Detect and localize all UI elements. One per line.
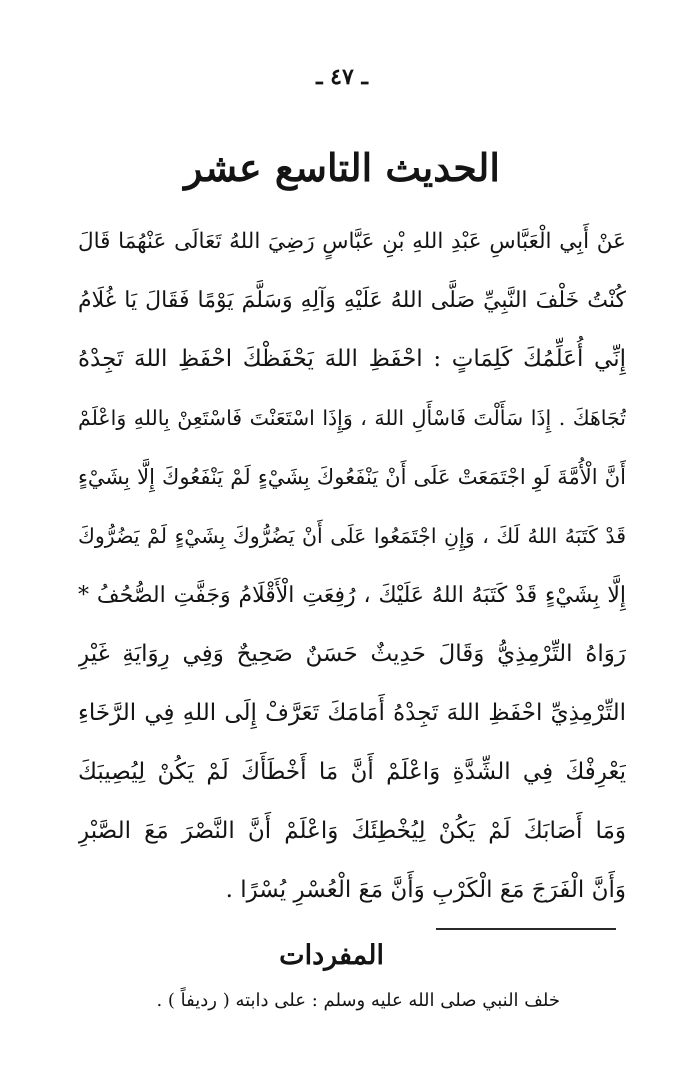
- page-title: الحديث التاسع عشر: [184, 145, 500, 190]
- hadith-line: أَنَّ الْأُمَّةَ لَوِ اجْتَمَعَتْ عَلَى أَنْ يَنْفَعُوكَ بِشَيْءٍ لَمْ يَنْفَعُوكَ إِلَّا بِشَيْءٍ: [78, 465, 626, 489]
- vocabulary-heading: المفردات: [279, 940, 384, 971]
- hadith-line: إِنِّي أُعَلِّمُكَ كَلِمَاتٍ : احْفَظِ اللهَ يَحْفَظْكَ احْفَظِ اللهَ تَجِدْهُ: [78, 346, 626, 372]
- narration-line: يَعْرِفْكَ فِي الشِّدَّةِ وَاعْلَمْ أَنَّ مَا أَخْطَأَكَ لَمْ يَكُنْ لِيُصِيبَكَ: [78, 759, 626, 785]
- narration-line: رَوَاهُ التِّرْمِذِيُّ وَقَالَ حَدِيثٌ حَسَنٌ صَحِيحٌ وَفِي رِوَايَةِ غَيْرِ: [78, 641, 626, 667]
- page-number: ـ ٤٧ ـ: [316, 64, 368, 90]
- hadith-line: إِلَّا بِشَيْءٍ قَدْ كَتَبَهُ اللهُ عَلَيْكَ ، رُفِعَتِ الْأَقْلَامُ وَجَفَّتِ الصُّحُفُ *: [78, 583, 626, 608]
- hadith-line: قَدْ كَتَبَهُ اللهُ لَكَ ، وَإِنِ اجْتَمَعُوا عَلَى أَنْ يَضُرُّوكَ بِشَيْءٍ لَمْ يَضُرُّوكَ: [78, 524, 626, 548]
- hadith-text: [78, 212, 626, 920]
- section-divider: [436, 928, 616, 930]
- narration-line: التِّرْمِذِيِّ احْفَظِ اللهَ تَجِدْهُ أَمَامَكَ تَعَرَّفْ إِلَى اللهِ فِي الرَّخَاءِ: [78, 700, 626, 726]
- hadith-line: تُجَاهَكَ . إِذَا سَأَلْتَ فَاسْأَلِ اللهَ ، وَإِذَا اسْتَعَنْتَ فَاسْتَعِنْ بِاللهِ وَاعْلَمْ: [78, 406, 626, 430]
- narration-line: وَأَنَّ الْفَرَجَ مَعَ الْكَرْبِ وَأَنَّ مَعَ الْعُسْرِ يُسْرًا .: [225, 877, 626, 903]
- narration-line: وَمَا أَصَابَكَ لَمْ يَكُنْ لِيُخْطِئَكَ وَاعْلَمْ أَنَّ النَّصْرَ مَعَ الصَّبْرِ: [78, 818, 626, 844]
- vocabulary-entry: خلف النبي صلى الله عليه وسلم : على دابته ( رديفاً ) .: [156, 990, 560, 1011]
- hadith-line: كُنْتُ خَلْفَ النَّبِيِّ صَلَّى اللهُ عَلَيْهِ وَآلِهِ وَسَلَّمَ يَوْمًا فَقَالَ يَا غُلَامُ: [78, 288, 626, 313]
- hadith-line: عَنْ أَبِي الْعَبَّاسِ عَبْدِ اللهِ بْنِ عَبَّاسٍ رَضِيَ اللهُ تَعَالَى عَنْهُمَا قَالَ: [78, 229, 626, 254]
